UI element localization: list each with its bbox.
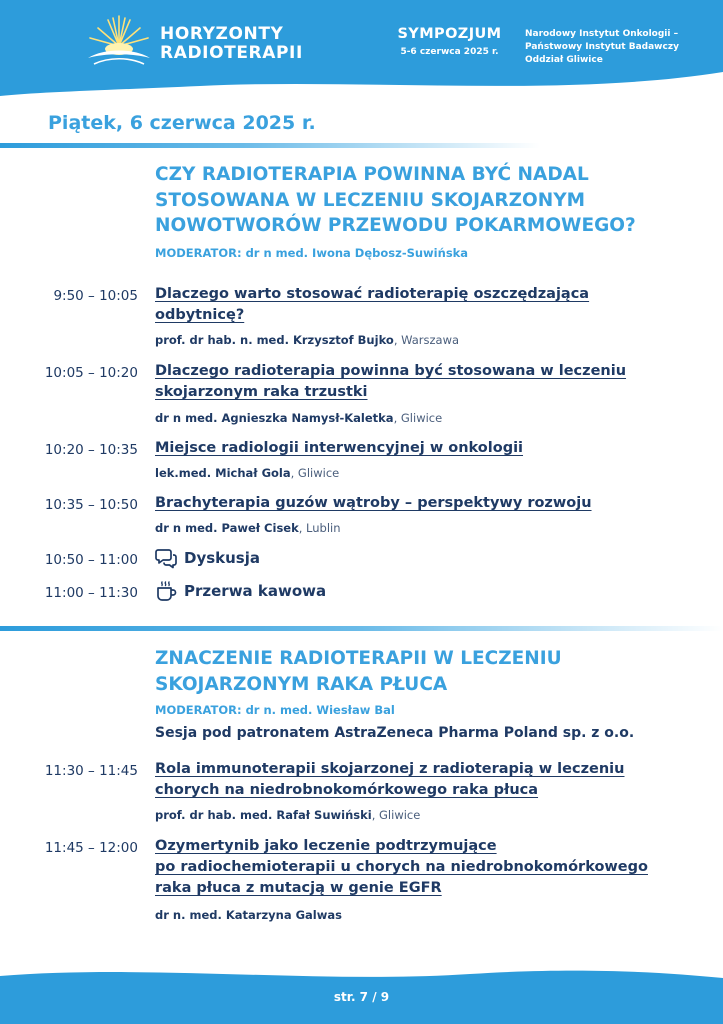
speaker-name: dr n. med. Katarzyna Galwas <box>155 908 342 922</box>
session-1-title-line: STOSOWANA W LECZENIU SKOJARZONYM <box>155 189 586 211</box>
talk-speaker <box>155 466 339 480</box>
institute-line-1: Narodowy Instytut Onkologii – <box>525 29 679 39</box>
speaker-city: , Warszawa <box>393 333 460 347</box>
talk-title-line: odbytnicę? <box>155 307 245 323</box>
talk-time: 11:45 – 12:00 <box>44 840 138 856</box>
session-2-patron: Sesja pod patronatem AstraZeneca Pharma Poland sp. z o.o. <box>155 725 635 741</box>
coffee-break-item <box>155 580 326 602</box>
talk-title-line: raka płuca z mutacją w genie EGFR <box>155 880 442 896</box>
talk-title[interactable] <box>155 759 675 801</box>
speaker-name: dr n med. Paweł Cisek <box>155 521 299 535</box>
day-heading: Piątek, 6 czerwca 2025 r. <box>48 112 316 134</box>
brand-line-2: RADIOTERAPII <box>160 43 303 63</box>
symposium-date: 5-6 czerwca 2025 r. <box>400 47 499 57</box>
break-time: 10:50 – 11:00 <box>44 552 138 568</box>
talk-title-line: Dlaczego radioterapia powinna być stosowana w leczeniu <box>155 363 627 379</box>
talk-title[interactable] <box>155 284 675 326</box>
talk-speaker <box>155 808 420 822</box>
speaker-city: , Gliwice <box>393 411 443 425</box>
session-1-title <box>155 162 695 239</box>
talk-title[interactable] <box>155 361 675 403</box>
speaker-name: prof. dr hab. med. Rafał Suwiński <box>155 808 372 822</box>
discussion-item <box>155 547 260 569</box>
speaker-city: , Gliwice <box>371 808 421 822</box>
coffee-break-label: Przerwa kawowa <box>184 582 327 600</box>
session-1-moderator: MODERATOR: dr n med. Iwona Dębosz-Suwińska <box>155 246 469 260</box>
session-2-title-line: SKOJARZONYM RAKA PŁUCA <box>155 673 448 695</box>
institute-line-3: Oddział Gliwice <box>525 55 603 65</box>
talk-speaker <box>155 411 442 425</box>
talk-title[interactable] <box>155 836 675 899</box>
talk-title-line: Dlaczego warto stosować radioterapię oszczędzająca <box>155 286 590 302</box>
speaker-name: dr n med. Agnieszka Namysł-Kaletka <box>155 411 394 425</box>
page-number: str. 7 / 9 <box>333 990 390 1004</box>
talk-title-line: chorych na niedrobnokomórkowego raka płuca <box>155 782 539 798</box>
break-time: 11:00 – 11:30 <box>44 585 138 601</box>
session-2-title <box>155 646 695 697</box>
page-header <box>0 0 723 100</box>
institute-name <box>525 28 679 67</box>
brand-line-1: HORYZONTY <box>160 24 284 44</box>
chat-bubbles-icon <box>155 547 177 569</box>
talk-time: 10:35 – 10:50 <box>44 497 138 513</box>
talk-time: 9:50 – 10:05 <box>53 288 138 304</box>
talk-time: 10:20 – 10:35 <box>44 442 138 458</box>
talk-title-line: Rola immunoterapii skojarzonej z radioterapią w leczeniu <box>155 761 625 777</box>
session-2-title-line: ZNACZENIE RADIOTERAPII W LECZENIU <box>155 648 562 669</box>
speaker-city: , Lublin <box>298 521 341 535</box>
section-divider <box>0 143 540 148</box>
talk-title-line: po radiochemioterapii u chorych na niedrobnokomórkowego <box>155 859 648 875</box>
talk-speaker <box>155 521 341 535</box>
brand-name <box>160 25 303 63</box>
talk-title[interactable] <box>155 438 675 459</box>
session-1-title-line: NOWOTWORÓW PRZEWODU POKARMOWEGO? <box>155 215 636 236</box>
speaker-name: prof. dr hab. n. med. Krzysztof Bujko <box>155 333 394 347</box>
institute-line-2: Państwowy Instytut Badawczy <box>525 42 679 52</box>
talk-title-line: Miejsce radiologii interwencyjnej w onkologii <box>155 440 524 456</box>
talk-time: 10:05 – 10:20 <box>44 365 138 381</box>
speaker-city: , Gliwice <box>290 466 340 480</box>
section-divider <box>0 626 723 631</box>
sunrise-logo-icon <box>84 12 154 68</box>
session-2-moderator: MODERATOR: dr n. med. Wiesław Bal <box>155 703 395 717</box>
symposium-block <box>392 26 507 57</box>
talk-title-line: Ozymertynib jako leczenie podtrzymujące <box>155 838 497 854</box>
talk-title-line: skojarzonym raka trzustki <box>155 384 368 400</box>
coffee-cup-icon <box>155 580 177 602</box>
talk-title[interactable] <box>155 493 675 514</box>
talk-speaker <box>155 908 342 922</box>
speaker-name: lek.med. Michał Gola <box>155 466 291 480</box>
symposium-title: SYMPOZJUM <box>397 26 502 42</box>
discussion-label: Dyskusja <box>184 549 261 567</box>
talk-speaker <box>155 333 459 347</box>
talk-time: 11:30 – 11:45 <box>44 763 138 779</box>
talk-title-line: Brachyterapia guzów wątroby – perspektywy rozwoju <box>155 495 592 511</box>
session-1-title-line: CZY RADIOTERAPIA POWINNA BYĆ NADAL <box>155 164 589 185</box>
